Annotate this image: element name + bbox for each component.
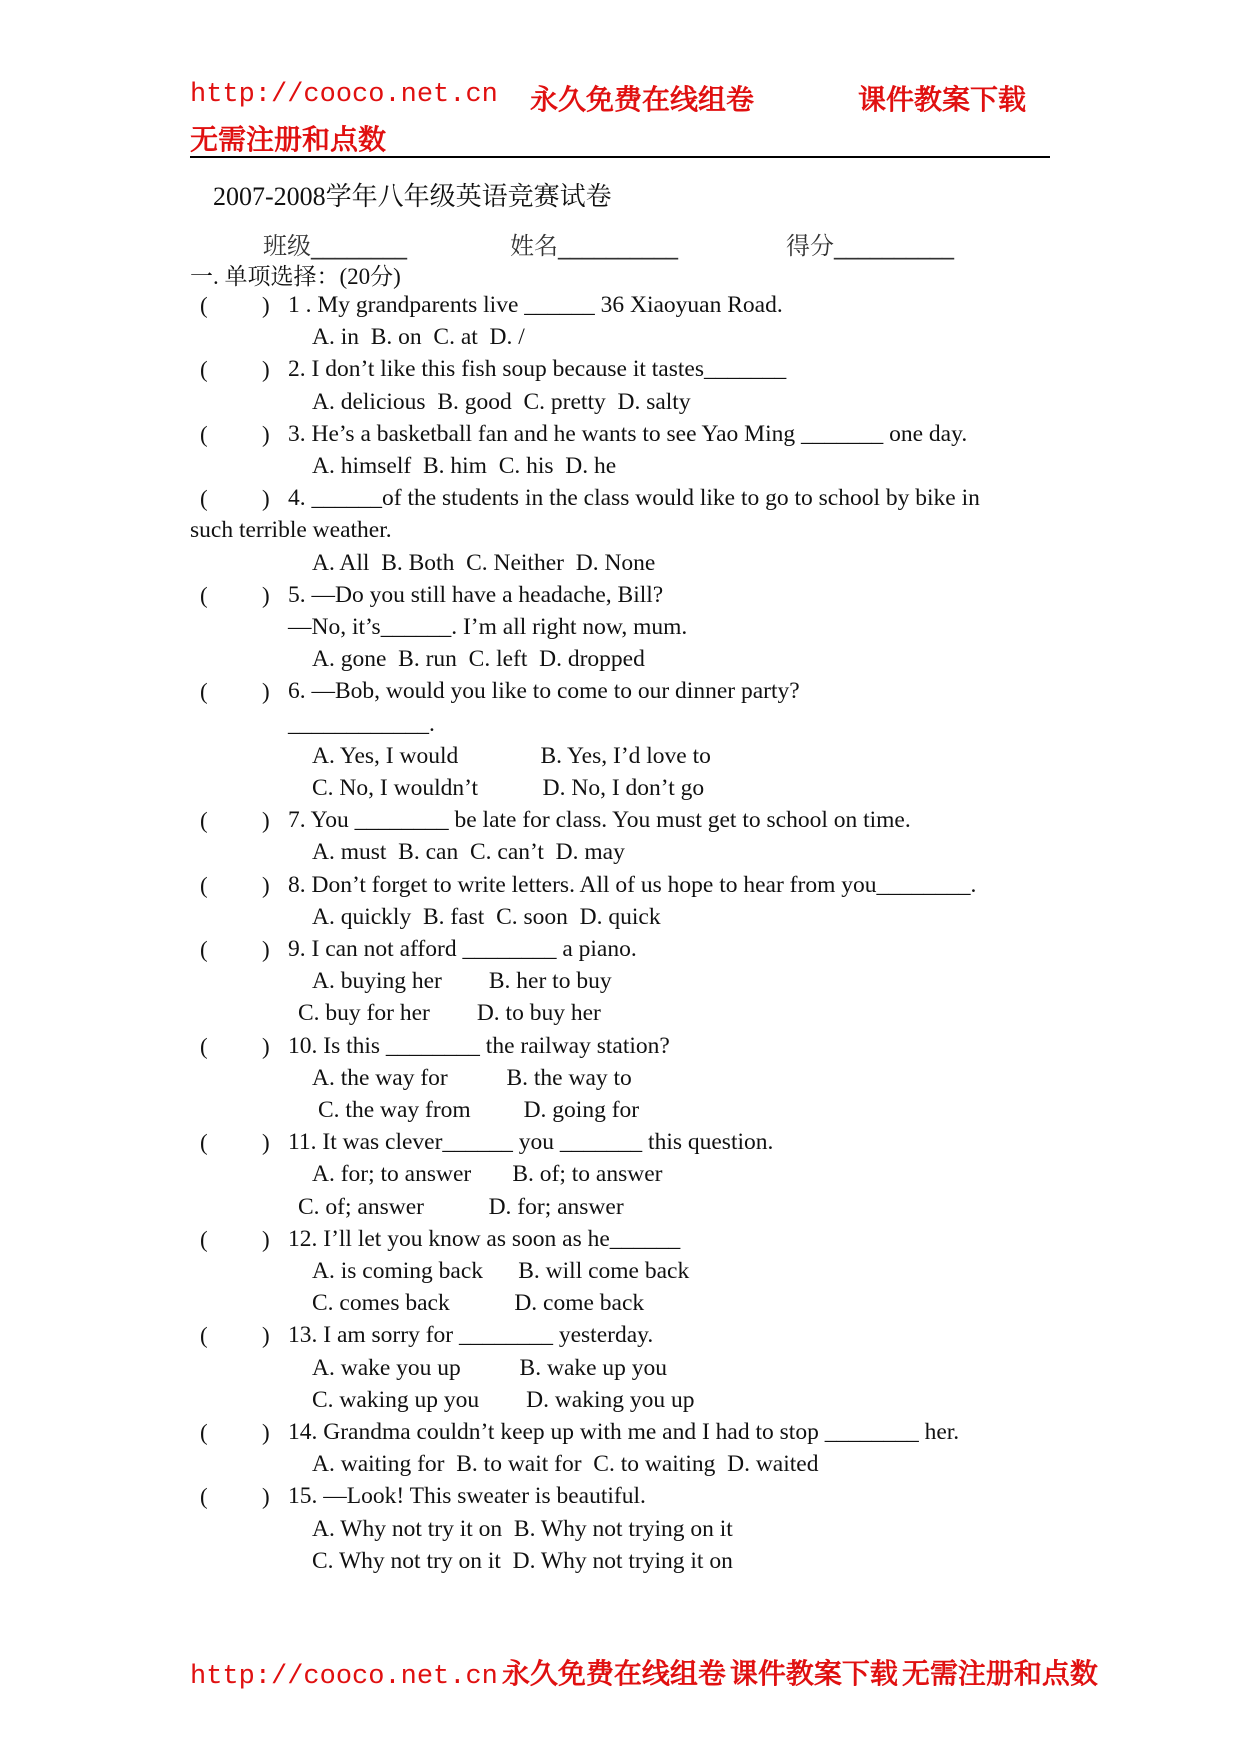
footer-slogan-noreg: 无需注册和点数 <box>901 1657 1098 1690</box>
question-option-line: —No, it’s______. I’m all right now, mum. <box>288 614 688 640</box>
answer-paren-open: ( <box>200 872 208 898</box>
answer-paren-open: ( <box>200 1323 208 1349</box>
section-heading: 一. 单项选择：(20分) <box>190 264 401 289</box>
answer-paren-open: ( <box>200 1226 208 1252</box>
question-stem: 13. I am sorry for ________ yesterday. <box>288 1322 654 1349</box>
answer-paren-open: ( <box>200 1484 208 1510</box>
answer-paren-close: ) <box>262 293 270 318</box>
header-line <box>190 78 1050 118</box>
question-stem: 7. You ________ be late for class. You must get to school on time. <box>288 807 911 834</box>
answer-paren-open: ( <box>200 582 208 608</box>
answer-paren-close: ) <box>262 1484 270 1510</box>
question-option-line: A. delicious B. good C. pretty D. salty <box>312 388 691 415</box>
answer-paren-close: ) <box>262 1130 270 1156</box>
answer-paren-open: ( <box>200 357 208 383</box>
question-option-line: A. the way for B. the way to <box>312 1064 632 1091</box>
question-option-line: C. the way from D. going for <box>318 1097 640 1123</box>
question-option-line: such terrible weather. <box>190 517 392 544</box>
answer-paren-close: ) <box>262 421 270 447</box>
header-slogan-noreg: 无需注册和点数 <box>190 123 387 156</box>
score-field: 得分__________ <box>786 232 954 260</box>
page-title: 2007-2008学年八年级英语竞赛试卷 <box>213 182 612 211</box>
question-stem: 12. I’ll let you know as soon as he______ <box>288 1225 681 1252</box>
header-url-link[interactable]: http://cooco.net.cn <box>190 80 498 110</box>
answer-paren-close: ) <box>262 486 270 512</box>
question-option-line: C. waking up you D. waking you up <box>312 1386 695 1413</box>
question-option-line: A. gone B. run C. left D. dropped <box>312 646 645 673</box>
answer-paren-open: ( <box>200 679 208 705</box>
answer-paren-close: ) <box>262 357 270 383</box>
question-option-line: C. No, I wouldn’t D. No, I don’t go <box>312 775 705 801</box>
question-stem: 4. ______of the students in the class would like to go to school by bike in <box>288 485 980 512</box>
question-stem: 11. It was clever______ you _______ this question. <box>288 1129 774 1156</box>
question-stem: 10. Is this ________ the railway station? <box>288 1032 670 1059</box>
question-option-line: A. waiting for B. to wait for C. to waiting D. waited <box>312 1451 819 1478</box>
answer-paren-open: ( <box>200 1420 208 1445</box>
footer-slogan-download: 课件教案下载 <box>729 1657 898 1690</box>
question-stem: 6. —Bob, would you like to come to our dinner party? <box>288 678 800 705</box>
answer-paren-close: ) <box>262 808 270 834</box>
question-option-line: A. quickly B. fast C. soon D. quick <box>312 903 661 930</box>
answer-paren-close: ) <box>262 872 270 898</box>
question-stem: 15. —Look! This sweater is beautiful. <box>288 1483 646 1510</box>
question-option-line: A. himself B. him C. his D. he <box>312 453 617 479</box>
question-option-line: A. for; to answer B. of; to answer <box>312 1161 663 1188</box>
question-option-line: ____________. <box>288 710 435 737</box>
answer-paren-close: ) <box>262 1323 270 1349</box>
question-option-line: C. comes back D. come back <box>312 1290 645 1317</box>
question-option-line: A. Why not try it on B. Why not trying on it <box>312 1515 733 1542</box>
question-stem: 9. I can not afford ________ a piano. <box>288 936 637 962</box>
question-option-line: A. must B. can C. can’t D. may <box>312 839 625 866</box>
question-stem: 3. He’s a basketball fan and he wants to see Yao Ming _______ one day. <box>288 420 968 447</box>
footer-url-link[interactable]: http://cooco.net.cn <box>190 1662 498 1692</box>
question-stem: 8. Don’t forget to write letters. All of us hope to hear from you________. <box>288 871 977 898</box>
question-option-line: C. of; answer D. for; answer <box>298 1193 624 1220</box>
question-option-line: A. is coming back B. will come back <box>312 1258 690 1284</box>
header-slogan-download: 课件教案下载 <box>858 83 1027 116</box>
question-option-line: A. buying her B. her to buy <box>312 968 612 995</box>
answer-paren-open: ( <box>200 1130 208 1156</box>
answer-paren-close: ) <box>262 1033 270 1059</box>
question-option-line: A. Yes, I would B. Yes, I’d love to <box>312 742 711 769</box>
class-field: 班级________ <box>263 232 407 260</box>
question-option-line: A. wake you up B. wake up you <box>312 1354 668 1381</box>
answer-paren-open: ( <box>200 486 208 512</box>
answer-paren-open: ( <box>200 293 208 318</box>
question-option-line: C. Why not try on it D. Why not trying it on <box>312 1547 733 1574</box>
question-option-line: C. buy for her D. to buy her <box>298 1000 601 1027</box>
header-line-2 <box>190 118 1050 158</box>
answer-paren-open: ( <box>200 808 208 834</box>
question-stem: 1 . My grandparents live ______ 36 Xiaoyuan Road. <box>288 292 783 318</box>
header-divider <box>190 156 1050 158</box>
answer-paren-close: ) <box>262 1226 270 1252</box>
question-option-line: A. in B. on C. at D. / <box>312 324 525 351</box>
answer-paren-open: ( <box>200 421 208 447</box>
header-slogan-free: 永久免费在线组卷 <box>530 83 755 116</box>
answer-paren-open: ( <box>200 937 208 962</box>
question-stem: 2. I don’t like this fish soup because it tastes_______ <box>288 356 787 383</box>
question-stem: 5. —Do you still have a headache, Bill? <box>288 581 664 608</box>
question-option-line: A. All B. Both C. Neither D. None <box>312 549 656 576</box>
question-stem: 14. Grandma couldn’t keep up with me and I had to stop ________ her. <box>288 1419 960 1445</box>
answer-paren-close: ) <box>262 1420 270 1445</box>
answer-paren-close: ) <box>262 679 270 705</box>
answer-paren-open: ( <box>200 1033 208 1059</box>
answer-paren-close: ) <box>262 937 270 962</box>
footer-slogan-free: 永久免费在线组卷 <box>501 1657 726 1690</box>
answer-paren-close: ) <box>262 582 270 608</box>
footer-line <box>190 1652 1210 1692</box>
name-field: 姓名__________ <box>510 232 678 260</box>
